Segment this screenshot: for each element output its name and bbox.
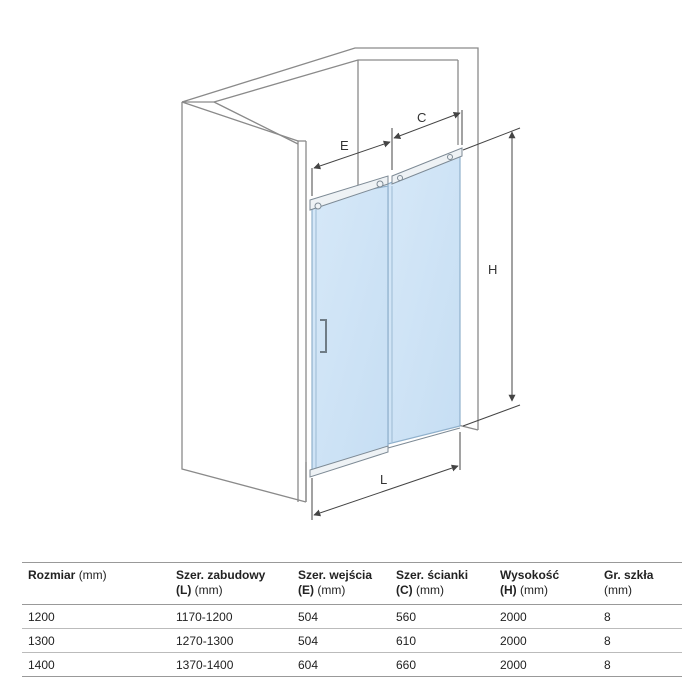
cell-entry-width: 604 [292,653,390,677]
header-height: Wysokość (H) (mm) [494,563,598,605]
dimensions-table [22,562,682,677]
cell-panel-width: 560 [390,605,494,629]
sliding-glass-door [312,186,388,472]
cell-height: 2000 [494,605,598,629]
cell-size: 1300 [22,629,170,653]
cell-panel-width: 610 [390,629,494,653]
table-row [22,629,682,653]
table-row [22,653,682,677]
header-glass-thickness: Gr. szkła (mm) [598,563,682,605]
dimension-h [463,128,520,426]
header-panel-width: Szer. ścianki (C) (mm) [390,563,494,605]
table-row [22,605,682,629]
cell-height: 2000 [494,653,598,677]
dimension-c-label: C [417,110,427,125]
header-entry-width: Szer. wejścia (E) (mm) [292,563,390,605]
header-build-width: Szer. zabudowy (L) (mm) [170,563,292,605]
cell-size: 1400 [22,653,170,677]
cell-build-width: 1170-1200 [170,605,292,629]
dimension-l-label: L [380,472,388,487]
table-header-row [22,563,682,605]
cell-entry-width: 504 [292,629,390,653]
cell-build-width: 1370-1400 [170,653,292,677]
header-size: Rozmiar (mm) [22,563,170,605]
cell-height: 2000 [494,629,598,653]
cell-glass-thickness: 8 [598,653,682,677]
dimension-c [392,110,462,145]
cell-glass-thickness: 8 [598,629,682,653]
dimension-h-label: H [488,262,498,277]
cell-entry-width: 504 [292,605,390,629]
fixed-glass-panel [388,150,460,444]
cell-size: 1200 [22,605,170,629]
cell-build-width: 1270-1300 [170,629,292,653]
dimension-e-label: E [340,138,349,153]
cell-glass-thickness: 8 [598,605,682,629]
cell-panel-width: 660 [390,653,494,677]
